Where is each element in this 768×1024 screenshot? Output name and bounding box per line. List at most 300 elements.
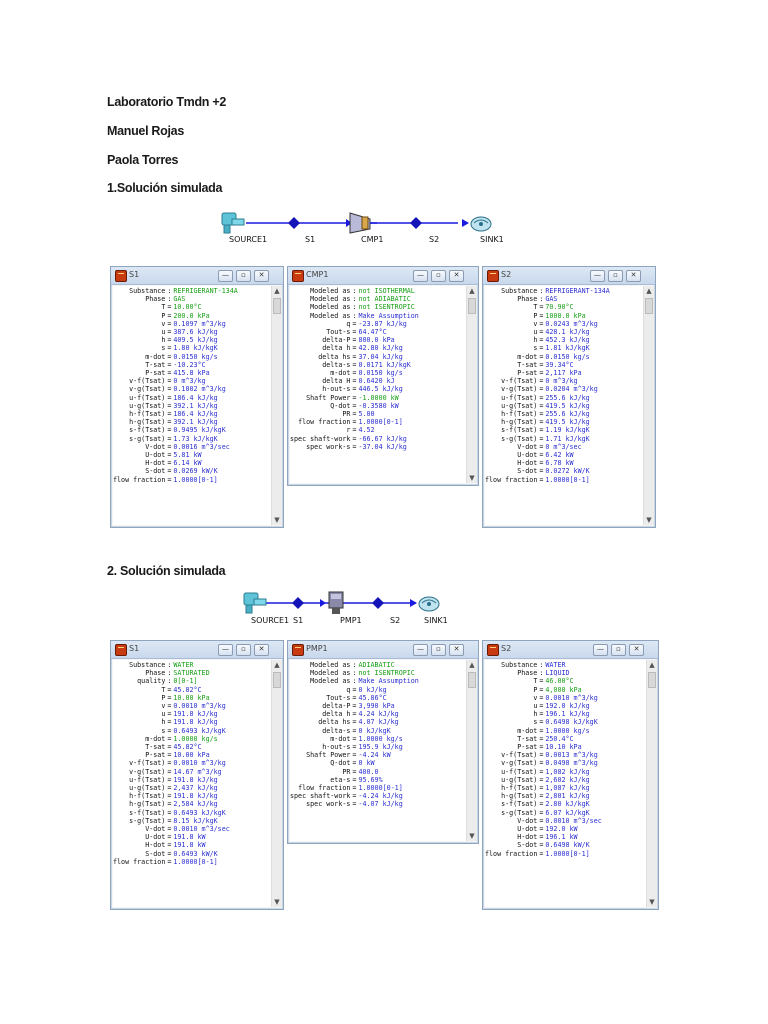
property-name: delta-s — [322, 360, 351, 369]
property-row — [290, 800, 419, 808]
property-row — [290, 328, 419, 336]
property-value: 195.9 kJ/kg — [358, 743, 403, 752]
property-name: h-out-s — [322, 743, 351, 752]
property-separator: : — [167, 661, 172, 669]
window-content — [113, 286, 271, 525]
property-value: 4.07 kJ/kg — [358, 718, 399, 727]
property-row — [485, 476, 610, 484]
property-value: 1.0000[0-1] — [358, 418, 403, 427]
property-name: P-sat — [145, 369, 166, 378]
property-name: P — [161, 311, 166, 320]
diagram-label: S2 — [390, 616, 401, 625]
window-title: S1 — [129, 644, 140, 653]
property-separator: = — [539, 410, 544, 419]
property-separator: = — [539, 702, 544, 711]
property-value: 0 m^3/sec — [545, 442, 582, 451]
scroll-thumb[interactable] — [273, 672, 281, 688]
property-value: 1.73 kJ/kgK — [173, 434, 218, 443]
property-row — [290, 361, 419, 369]
property-name: u-f(Tsat) — [501, 393, 538, 402]
property-row — [485, 768, 602, 776]
property-value: Make Assumption — [358, 677, 419, 686]
property-row — [290, 710, 419, 718]
window-title-bar[interactable] — [483, 641, 658, 659]
maximize-button[interactable]: ▫ — [236, 644, 251, 656]
property-row — [113, 833, 230, 841]
property-value: 0.6493 kW/K — [173, 849, 218, 858]
maximize-button[interactable]: ▫ — [431, 270, 446, 282]
property-separator: = — [167, 857, 172, 866]
property-separator: = — [352, 385, 357, 394]
property-separator: = — [539, 377, 544, 386]
property-row — [113, 751, 230, 759]
close-button[interactable]: ✕ — [254, 644, 269, 656]
diagram-label: SOURCE1 — [229, 235, 268, 244]
minimize-button[interactable]: — — [218, 270, 233, 282]
property-separator: = — [352, 377, 357, 386]
window-title-bar[interactable] — [111, 641, 283, 659]
property-separator: = — [352, 434, 357, 443]
flow-diagram-2 — [240, 590, 470, 626]
window-content — [485, 286, 643, 525]
property-name: h-f(Tsat) — [129, 792, 166, 801]
property-row — [113, 287, 238, 295]
property-separator: = — [539, 434, 544, 443]
property-separator: = — [539, 352, 544, 361]
property-row — [113, 694, 230, 702]
property-name: delta H — [322, 377, 351, 386]
property-separator: = — [352, 442, 357, 451]
property-name: v-f(Tsat) — [501, 751, 538, 760]
property-row — [113, 661, 230, 669]
property-row — [113, 710, 230, 718]
property-name: h-g(Tsat) — [501, 792, 538, 801]
property-value: 2,584 kJ/kg — [173, 800, 218, 809]
property-name: u — [533, 702, 538, 711]
maximize-button[interactable]: ▫ — [611, 644, 626, 656]
property-value: 0.0272 kW/K — [545, 467, 590, 476]
property-value: 1,087 kJ/kg — [545, 784, 590, 793]
property-name: Shaft Power — [306, 393, 351, 402]
property-table — [485, 287, 610, 484]
scroll-up-arrow-icon[interactable]: ▲ — [646, 287, 652, 295]
property-row — [290, 336, 419, 344]
window-title-bar[interactable] — [111, 267, 283, 285]
property-separator: : — [352, 677, 357, 686]
property-value: 255.6 kJ/kg — [545, 410, 590, 419]
property-value: not ISENTROPIC — [358, 669, 415, 678]
property-separator: = — [167, 702, 172, 711]
maximize-button[interactable]: ▫ — [431, 644, 446, 656]
property-name: h — [533, 336, 538, 345]
vertical-scrollbar[interactable] — [466, 660, 477, 841]
property-separator: = — [539, 418, 544, 427]
property-separator: = — [167, 336, 172, 345]
property-separator: = — [167, 426, 172, 435]
scroll-thumb[interactable] — [645, 298, 653, 314]
scroll-down-arrow-icon[interactable]: ▼ — [274, 516, 280, 524]
property-row — [290, 426, 419, 434]
property-value: 392.1 kJ/kg — [173, 401, 218, 410]
property-row — [485, 320, 610, 328]
window-pmp1[interactable] — [287, 640, 479, 844]
property-name: S-dot — [145, 849, 166, 858]
property-separator: = — [167, 718, 172, 727]
property-name: u-f(Tsat) — [129, 775, 166, 784]
property-row — [290, 418, 419, 426]
property-row — [113, 677, 230, 685]
property-value: 4,000 kPa — [545, 685, 582, 694]
property-value: 415.8 kPa — [173, 369, 210, 378]
vertical-scrollbar[interactable] — [643, 286, 654, 525]
property-name: T-sat — [145, 360, 166, 369]
property-row — [485, 418, 610, 426]
property-name: v — [533, 693, 538, 702]
window-app-icon — [487, 270, 499, 282]
property-row — [113, 410, 238, 418]
property-row — [485, 312, 610, 320]
property-value: 419.5 kJ/kg — [545, 418, 590, 427]
property-name: s — [161, 726, 166, 735]
property-row — [485, 344, 610, 352]
close-button[interactable]: ✕ — [449, 644, 464, 656]
property-value: 1.0000[0-1] — [545, 849, 590, 858]
property-row — [290, 303, 419, 311]
property-separator: = — [539, 816, 544, 825]
scroll-up-arrow-icon[interactable]: ▲ — [649, 661, 655, 669]
scroll-thumb[interactable] — [468, 298, 476, 314]
property-separator: = — [167, 751, 172, 760]
property-name: u-g(Tsat) — [129, 784, 166, 793]
property-row — [113, 792, 230, 800]
window-s2-refrigerant[interactable] — [482, 266, 656, 528]
property-value: -4.24 kJ/kg — [358, 792, 403, 801]
property-name: u — [161, 328, 166, 337]
property-separator: = — [167, 784, 172, 793]
scroll-down-arrow-icon[interactable]: ▼ — [646, 516, 652, 524]
property-row — [113, 784, 230, 792]
property-name: s-g(Tsat) — [129, 816, 166, 825]
scroll-down-arrow-icon[interactable]: ▼ — [469, 832, 475, 840]
property-row — [113, 426, 238, 434]
property-separator: = — [167, 459, 172, 468]
property-separator: = — [167, 360, 172, 369]
close-button[interactable]: ✕ — [449, 270, 464, 282]
property-value: 6.78 kW — [545, 459, 574, 468]
diagram-label: CMP1 — [361, 235, 384, 244]
diagram-label: SOURCE1 — [251, 616, 290, 625]
property-value: SATURATED — [173, 669, 210, 678]
window-cmp1[interactable] — [287, 266, 479, 486]
property-separator: = — [167, 792, 172, 801]
property-row — [290, 784, 419, 792]
scroll-up-arrow-icon[interactable]: ▲ — [274, 661, 280, 669]
property-value: 37.04 kJ/kg — [358, 352, 403, 361]
property-row — [485, 743, 602, 751]
property-name: u-g(Tsat) — [129, 401, 166, 410]
property-separator: = — [352, 401, 357, 410]
property-name: flow fraction — [113, 475, 166, 484]
property-value: 196.1 kJ/kg — [545, 710, 590, 719]
property-row — [290, 410, 419, 418]
property-value: 1.0000[0-1] — [358, 784, 403, 793]
property-row — [485, 817, 602, 825]
property-separator: = — [539, 369, 544, 378]
property-name: S-dot — [517, 841, 538, 850]
property-row — [290, 295, 419, 303]
window-app-icon — [292, 644, 304, 656]
vertical-scrollbar[interactable] — [646, 660, 657, 907]
window-s2-water[interactable] — [482, 640, 659, 910]
property-name: delta-P — [322, 336, 351, 345]
property-name: m-dot — [517, 352, 538, 361]
maximize-button[interactable]: ▫ — [236, 270, 251, 282]
close-button[interactable]: ✕ — [254, 270, 269, 282]
sink1-icon[interactable] — [468, 212, 494, 234]
property-row — [485, 426, 610, 434]
property-value: 0 m^3/kg — [173, 377, 206, 386]
property-separator: = — [352, 393, 357, 402]
vertical-scrollbar[interactable] — [271, 660, 282, 907]
scroll-up-arrow-icon[interactable]: ▲ — [469, 287, 475, 295]
window-title-bar[interactable] — [288, 267, 478, 285]
scroll-thumb[interactable] — [648, 672, 656, 688]
property-separator: = — [539, 710, 544, 719]
property-separator: = — [352, 418, 357, 427]
property-value: 1,082 kJ/kg — [545, 767, 590, 776]
property-name: u — [533, 328, 538, 337]
property-value: 8.15 kJ/kgK — [173, 816, 218, 825]
property-name: Modeled as — [310, 311, 351, 320]
property-value: 409.5 kJ/kg — [173, 336, 218, 345]
property-name: Modeled as — [310, 677, 351, 686]
property-separator: = — [539, 775, 544, 784]
property-name: r — [346, 426, 351, 435]
lab-title: Laboratorio Tmdn +2 — [107, 95, 226, 109]
flow-diagram-1 — [218, 208, 518, 248]
window-title: PMP1 — [306, 644, 328, 653]
property-separator: = — [167, 816, 172, 825]
property-name: m-dot — [145, 352, 166, 361]
property-row — [485, 328, 610, 336]
property-name: P-sat — [145, 751, 166, 760]
property-row — [290, 385, 419, 393]
compressor-cmp1-icon[interactable] — [348, 211, 378, 235]
property-name: Phase — [517, 295, 538, 304]
property-row — [113, 377, 238, 385]
maximize-button[interactable]: ▫ — [608, 270, 623, 282]
property-value: WATER — [545, 661, 566, 669]
property-separator: : — [352, 303, 357, 312]
property-name: Shaft Power — [306, 751, 351, 760]
window-content — [485, 660, 646, 907]
property-row — [113, 295, 238, 303]
window-s1-water[interactable] — [110, 640, 284, 910]
property-name: m-dot — [517, 726, 538, 735]
minimize-button[interactable]: — — [413, 644, 428, 656]
scroll-down-arrow-icon[interactable]: ▼ — [274, 898, 280, 906]
property-separator: = — [539, 319, 544, 328]
property-name: Tout-s — [326, 693, 351, 702]
property-name: h-f(Tsat) — [501, 784, 538, 793]
property-value: 0.0498 m^3/kg — [545, 759, 598, 768]
property-name: s-f(Tsat) — [129, 808, 166, 817]
property-name: Substance — [129, 287, 166, 295]
property-value: 191.8 kJ/kg — [173, 792, 218, 801]
property-name: quality — [137, 677, 166, 686]
property-value: -4.07 kJ/kg — [358, 800, 403, 809]
vertical-scrollbar[interactable] — [271, 286, 282, 525]
property-row — [485, 361, 610, 369]
property-value: 191.8 kJ/kg — [173, 718, 218, 727]
property-value: -4.24 kW — [358, 751, 391, 760]
property-separator: = — [352, 759, 357, 768]
property-separator: = — [539, 442, 544, 451]
scroll-up-arrow-icon[interactable]: ▲ — [469, 661, 475, 669]
scroll-up-arrow-icon[interactable]: ▲ — [274, 287, 280, 295]
property-row — [485, 800, 602, 808]
property-separator: = — [539, 743, 544, 752]
property-row — [290, 735, 419, 743]
section-2-heading: 2. Solución simulada — [107, 564, 226, 578]
property-separator: = — [167, 759, 172, 768]
property-separator: : — [167, 669, 172, 678]
property-name: spec work-s — [306, 800, 351, 809]
vertical-scrollbar[interactable] — [466, 286, 477, 483]
property-value: 46.00°C — [545, 677, 574, 686]
property-row — [113, 418, 238, 426]
property-name: h-f(Tsat) — [129, 410, 166, 419]
property-separator: = — [539, 792, 544, 801]
property-row — [113, 344, 238, 352]
property-name: h — [533, 710, 538, 719]
property-value: -37.04 kJ/kg — [358, 442, 407, 451]
property-row — [113, 768, 230, 776]
scroll-thumb[interactable] — [273, 298, 281, 314]
property-row — [485, 287, 610, 295]
property-value: 10.10 kPa — [545, 743, 582, 752]
property-value: LIQUID — [545, 669, 570, 678]
property-separator: = — [167, 410, 172, 419]
property-row — [290, 677, 419, 685]
property-name: s-f(Tsat) — [129, 426, 166, 435]
diagram-label: SINK1 — [424, 616, 448, 625]
property-value: 0.0013 m^3/kg — [545, 751, 598, 760]
window-title-bar[interactable] — [483, 267, 655, 285]
property-name: flow fraction — [485, 475, 538, 484]
property-name: P-sat — [517, 369, 538, 378]
property-value: 1.19 kJ/kgK — [545, 426, 590, 435]
property-value: not ISENTROPIC — [358, 303, 415, 312]
window-title-bar[interactable] — [288, 641, 478, 659]
property-separator: : — [352, 661, 357, 669]
property-name: h-g(Tsat) — [501, 418, 538, 427]
minimize-button[interactable]: — — [593, 644, 608, 656]
property-separator: = — [352, 743, 357, 752]
property-separator: = — [167, 434, 172, 443]
property-separator: = — [167, 369, 172, 378]
property-separator: = — [167, 385, 172, 394]
property-separator: = — [539, 718, 544, 727]
property-row — [113, 459, 238, 467]
property-name: s-f(Tsat) — [501, 800, 538, 809]
property-value: 419.5 kJ/kg — [545, 401, 590, 410]
close-button[interactable]: ✕ — [626, 270, 641, 282]
property-row — [113, 451, 238, 459]
property-separator: = — [167, 467, 172, 476]
property-table — [290, 287, 419, 451]
property-name: u-g(Tsat) — [501, 775, 538, 784]
pump-pmp1-icon[interactable] — [326, 590, 346, 616]
property-name: S-dot — [145, 467, 166, 476]
property-name: m-dot — [145, 734, 166, 743]
property-row — [485, 459, 610, 467]
property-value: REFRIGERANT-134A — [173, 287, 238, 295]
property-value: 0.6498 kJ/kgK — [545, 718, 598, 727]
property-name: V-dot — [517, 816, 538, 825]
scroll-down-arrow-icon[interactable]: ▼ — [469, 474, 475, 482]
property-row — [113, 312, 238, 320]
property-row — [485, 385, 610, 393]
property-separator: = — [167, 710, 172, 719]
sink1-icon[interactable] — [416, 592, 442, 614]
property-table — [290, 661, 419, 809]
property-row — [485, 435, 610, 443]
property-separator: = — [167, 352, 172, 361]
property-separator: = — [167, 685, 172, 694]
minimize-button[interactable]: — — [590, 270, 605, 282]
source1-icon[interactable] — [242, 591, 268, 615]
property-row — [290, 287, 419, 295]
property-name: v-f(Tsat) — [129, 377, 166, 386]
property-row — [113, 841, 230, 849]
source1-icon[interactable] — [220, 211, 246, 235]
scroll-down-arrow-icon[interactable]: ▼ — [649, 898, 655, 906]
property-row — [485, 825, 602, 833]
window-s1-refrigerant[interactable] — [110, 266, 284, 528]
property-name: u — [161, 710, 166, 719]
property-value: 1.0000 kg/s — [173, 734, 218, 743]
property-separator: = — [539, 767, 544, 776]
property-value: 14.67 m^3/kg — [173, 767, 222, 776]
property-separator: = — [167, 418, 172, 427]
property-name: v-g(Tsat) — [501, 759, 538, 768]
property-row — [113, 336, 238, 344]
property-name: Modeled as — [310, 661, 351, 669]
property-separator: : — [352, 311, 357, 320]
property-row — [113, 303, 238, 311]
property-separator: : — [167, 295, 172, 304]
property-value: 0 kJ/kg — [358, 685, 387, 694]
property-separator: = — [539, 344, 544, 353]
property-separator: = — [539, 426, 544, 435]
minimize-button[interactable]: — — [413, 270, 428, 282]
minimize-button[interactable]: — — [218, 644, 233, 656]
property-value: -0.3580 kW — [358, 401, 399, 410]
property-value: 0.0010 m^3/kg — [173, 702, 226, 711]
property-value: 0.6493 kJ/kgK — [173, 726, 226, 735]
property-row — [290, 792, 419, 800]
diagram-label: PMP1 — [340, 616, 362, 625]
property-name: PR — [342, 410, 351, 419]
property-value: -10.23°C — [173, 360, 206, 369]
property-separator: = — [539, 459, 544, 468]
property-row — [113, 361, 238, 369]
close-button[interactable]: ✕ — [629, 644, 644, 656]
property-name: eta-s — [330, 775, 351, 784]
scroll-thumb[interactable] — [468, 672, 476, 688]
property-name: flow fraction — [298, 784, 351, 793]
